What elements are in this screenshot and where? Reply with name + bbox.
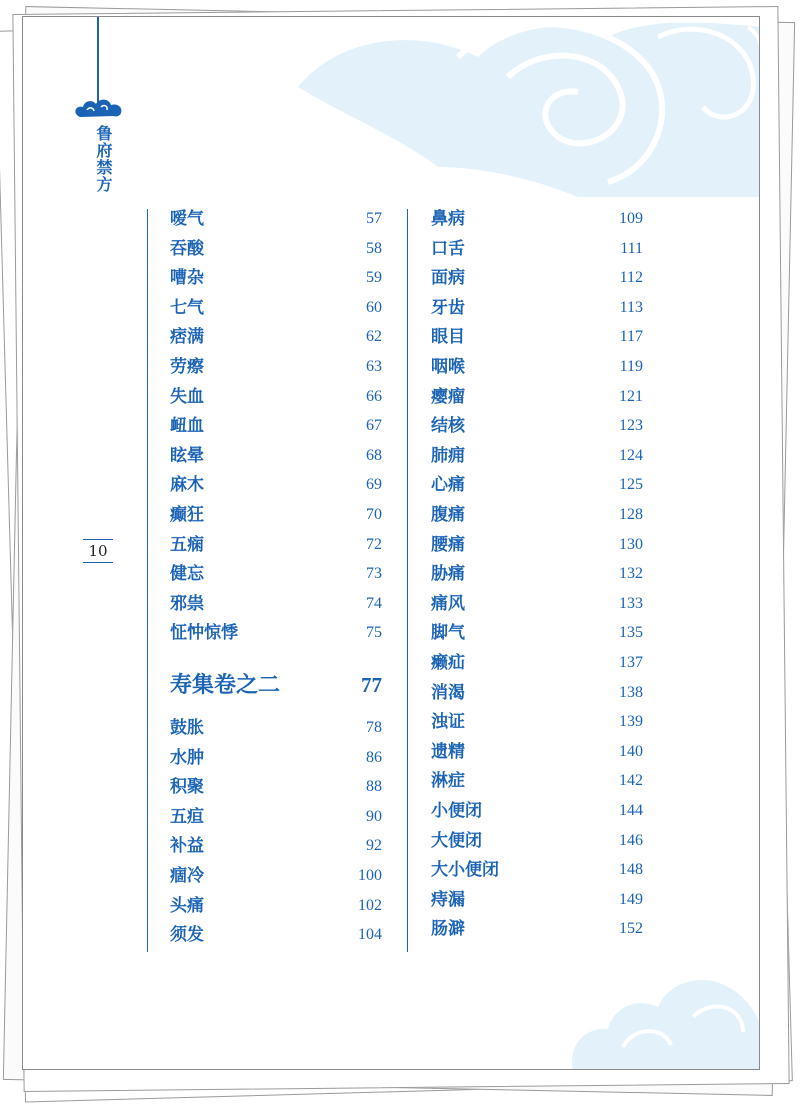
toc-entry [170, 353, 382, 381]
toc-entry-page: 152 [619, 920, 643, 938]
toc-entry-page: 121 [619, 387, 643, 405]
toc-entry-page: 75 [366, 624, 382, 642]
toc-entry-page: 138 [619, 683, 643, 701]
toc-entry [431, 708, 643, 736]
toc-entry [431, 383, 643, 411]
toc-entry-title: 癫狂 [170, 505, 204, 525]
toc-entry [170, 590, 382, 618]
toc-entry-page: 137 [619, 654, 643, 671]
toc-entry-page: 72 [366, 535, 382, 553]
toc-entry-page: 142 [619, 772, 643, 790]
toc-entry-page: 100 [358, 867, 382, 884]
toc-entry [170, 471, 382, 499]
toc-entry-page: 77 [361, 673, 382, 697]
toc-entry-page: 111 [620, 239, 643, 257]
toc-entry [170, 862, 382, 890]
toc-entry-title: 补益 [170, 836, 204, 857]
toc-entry [170, 773, 382, 801]
toc-entry [170, 744, 382, 772]
toc-entry [170, 619, 382, 647]
toc-entry-page: 148 [619, 861, 643, 879]
toc-entry-page: 68 [366, 446, 382, 464]
toc-entry-page: 149 [619, 890, 643, 908]
toc-entry [431, 471, 643, 499]
toc-section-entry [170, 671, 382, 699]
toc-entry-title: 心痛 [431, 475, 465, 496]
toc-entry-title: 面病 [431, 268, 465, 289]
toc-entry-page: 135 [619, 624, 643, 642]
toc-entry [170, 501, 382, 529]
toc-entry-page: 73 [366, 565, 382, 583]
toc-entry-title: 腰痛 [431, 534, 465, 555]
toc-entry [431, 442, 643, 470]
toc-entry [431, 412, 643, 440]
toc-entry-title: 鼓胀 [170, 718, 204, 738]
toc-entry-page: 139 [619, 713, 643, 731]
toc-entry-title: 嗳气 [170, 209, 204, 229]
toc-entry-page: 70 [366, 506, 382, 523]
toc-entry [170, 832, 382, 860]
auspicious-cloud-icon [73, 97, 125, 119]
toc-entry [170, 560, 382, 588]
toc-entry-title: 失血 [170, 386, 204, 407]
toc-entry-page: 130 [619, 535, 643, 553]
toc-entry-title: 腹痛 [431, 505, 465, 525]
toc-entry-page: 102 [358, 896, 382, 914]
toc-entry-title: 大便闭 [431, 830, 482, 851]
toc-entry [431, 294, 643, 322]
toc-entry [170, 235, 382, 263]
toc-entry-title: 咽喉 [431, 357, 465, 377]
toc-entry-page: 128 [619, 506, 643, 523]
toc-entry-title: 衄血 [170, 416, 204, 437]
toc-entry-page: 67 [366, 417, 382, 435]
toc-entry-title: 七气 [170, 297, 204, 318]
toc-entry-title: 肺痈 [431, 445, 465, 466]
toc-entry-page: 112 [619, 269, 643, 287]
toc-entry-title: 痼冷 [170, 866, 204, 886]
book-title: 鲁府禁方 [94, 125, 113, 193]
toc-entry-title: 怔忡惊悸 [170, 623, 238, 644]
toc-entry-page: 63 [366, 358, 382, 375]
toc-entry-title: 胁痛 [431, 564, 465, 585]
toc-entry-title: 眼目 [431, 327, 465, 348]
center-column-rule [407, 209, 408, 952]
toc-entry-title: 五疸 [170, 806, 204, 827]
toc-entry-title: 脚气 [431, 623, 465, 644]
toc-entry [170, 531, 382, 559]
toc-entry [170, 264, 382, 292]
toc-entry-title: 寿集卷之二 [170, 672, 281, 698]
toc-entry-title: 痛风 [431, 593, 465, 614]
toc-entry-title: 肠澼 [431, 919, 465, 940]
toc-entry [431, 323, 643, 351]
left-column-rule [147, 209, 148, 952]
toc-entry [431, 649, 643, 677]
toc-entry-title: 五痫 [170, 534, 204, 555]
toc-entry-title: 遗精 [431, 741, 465, 762]
toc-entry-page: 132 [619, 565, 643, 583]
toc-entry [431, 886, 643, 914]
toc-entry-page: 92 [366, 837, 382, 855]
toc-entry-page: 62 [366, 328, 382, 346]
toc-entry-page: 74 [366, 594, 382, 612]
toc-entry [170, 323, 382, 351]
toc-entry-title: 嘈杂 [170, 268, 204, 289]
toc-entry-page: 123 [619, 417, 643, 435]
toc-entry-title: 劳瘵 [170, 357, 204, 377]
toc-entry [431, 353, 643, 381]
toc-entry-page: 59 [366, 269, 382, 287]
toc-entry-title: 浊证 [431, 712, 465, 733]
toc-entry [170, 412, 382, 440]
toc-entry [431, 501, 643, 529]
header-vertical-line [97, 17, 99, 105]
toc-entry [431, 856, 643, 884]
toc-entry-title: 头痛 [170, 895, 204, 916]
toc-entry-page: 133 [619, 594, 643, 612]
toc-entry-page: 69 [366, 476, 382, 494]
toc-entry [431, 531, 643, 559]
toc-entry-page: 88 [366, 778, 382, 796]
page-number: 10 [83, 539, 113, 563]
toc-entry [170, 294, 382, 322]
toc-entry-page: 140 [619, 742, 643, 760]
toc-entry-title: 麻木 [170, 475, 204, 496]
toc-entry-page: 144 [619, 802, 643, 819]
toc-entry-title: 痞满 [170, 327, 204, 348]
toc-entry [431, 767, 643, 795]
toc-entry [431, 619, 643, 647]
toc-entry-title: 须发 [170, 925, 204, 946]
toc-entry [170, 205, 382, 233]
toc-entry-page: 113 [619, 298, 643, 316]
toc-entry-page: 86 [366, 748, 382, 766]
toc-entry-title: 水肿 [170, 747, 204, 768]
book-page [22, 16, 760, 1070]
toc-entry-title: 鼻病 [431, 209, 465, 229]
toc-entry-title: 邪祟 [170, 593, 204, 614]
toc-entry-title: 吞酸 [170, 238, 204, 259]
toc-entry [170, 921, 382, 949]
toc-entry [170, 442, 382, 470]
toc-entry [431, 738, 643, 766]
toc-entry [170, 383, 382, 411]
toc-entry [431, 590, 643, 618]
toc-entry-title: 癞疝 [431, 653, 465, 673]
toc-entry-page: 60 [366, 298, 382, 316]
toc-entry-page: 78 [366, 719, 382, 736]
toc-entry-title: 眩晕 [170, 445, 204, 466]
toc-entry-page: 109 [619, 210, 643, 227]
toc-entry-title: 淋症 [431, 771, 465, 792]
toc-entry-title: 口舌 [431, 238, 465, 259]
cloud-decoration-top [278, 17, 760, 197]
toc-entry-page: 104 [358, 926, 382, 944]
toc-entry-page: 146 [619, 831, 643, 849]
toc-entry [170, 803, 382, 831]
toc-entry-title: 健忘 [170, 564, 204, 585]
toc-entry [431, 560, 643, 588]
toc-entry [431, 235, 643, 263]
toc-entry [170, 714, 382, 742]
toc-entry-title: 积聚 [170, 777, 204, 798]
toc-entry-page: 117 [619, 328, 643, 346]
toc-entry-title: 结核 [431, 416, 465, 437]
toc-entry-title: 瘿瘤 [431, 386, 465, 407]
toc-entry-page: 119 [619, 358, 643, 375]
toc-entry [431, 205, 643, 233]
toc-entry [431, 679, 643, 707]
toc-entry-page: 66 [366, 387, 382, 405]
toc-entry [431, 915, 643, 943]
toc-entry-page: 124 [619, 446, 643, 464]
toc-entry-title: 大小便闭 [431, 860, 499, 881]
toc-entry-title: 小便闭 [431, 801, 482, 821]
cloud-decoration-bottom [563, 967, 760, 1070]
toc-entry [431, 827, 643, 855]
toc-entry-page: 125 [619, 476, 643, 494]
toc-entry [170, 892, 382, 920]
toc-entry-title: 痔漏 [431, 889, 465, 910]
toc-entry [431, 264, 643, 292]
toc-entry-page: 57 [366, 210, 382, 227]
toc-entry-page: 58 [366, 239, 382, 257]
toc-entry-page: 90 [366, 807, 382, 825]
toc-entry [431, 797, 643, 825]
toc-entry-title: 牙齿 [431, 297, 465, 318]
toc-entry-title: 消渴 [431, 682, 465, 703]
